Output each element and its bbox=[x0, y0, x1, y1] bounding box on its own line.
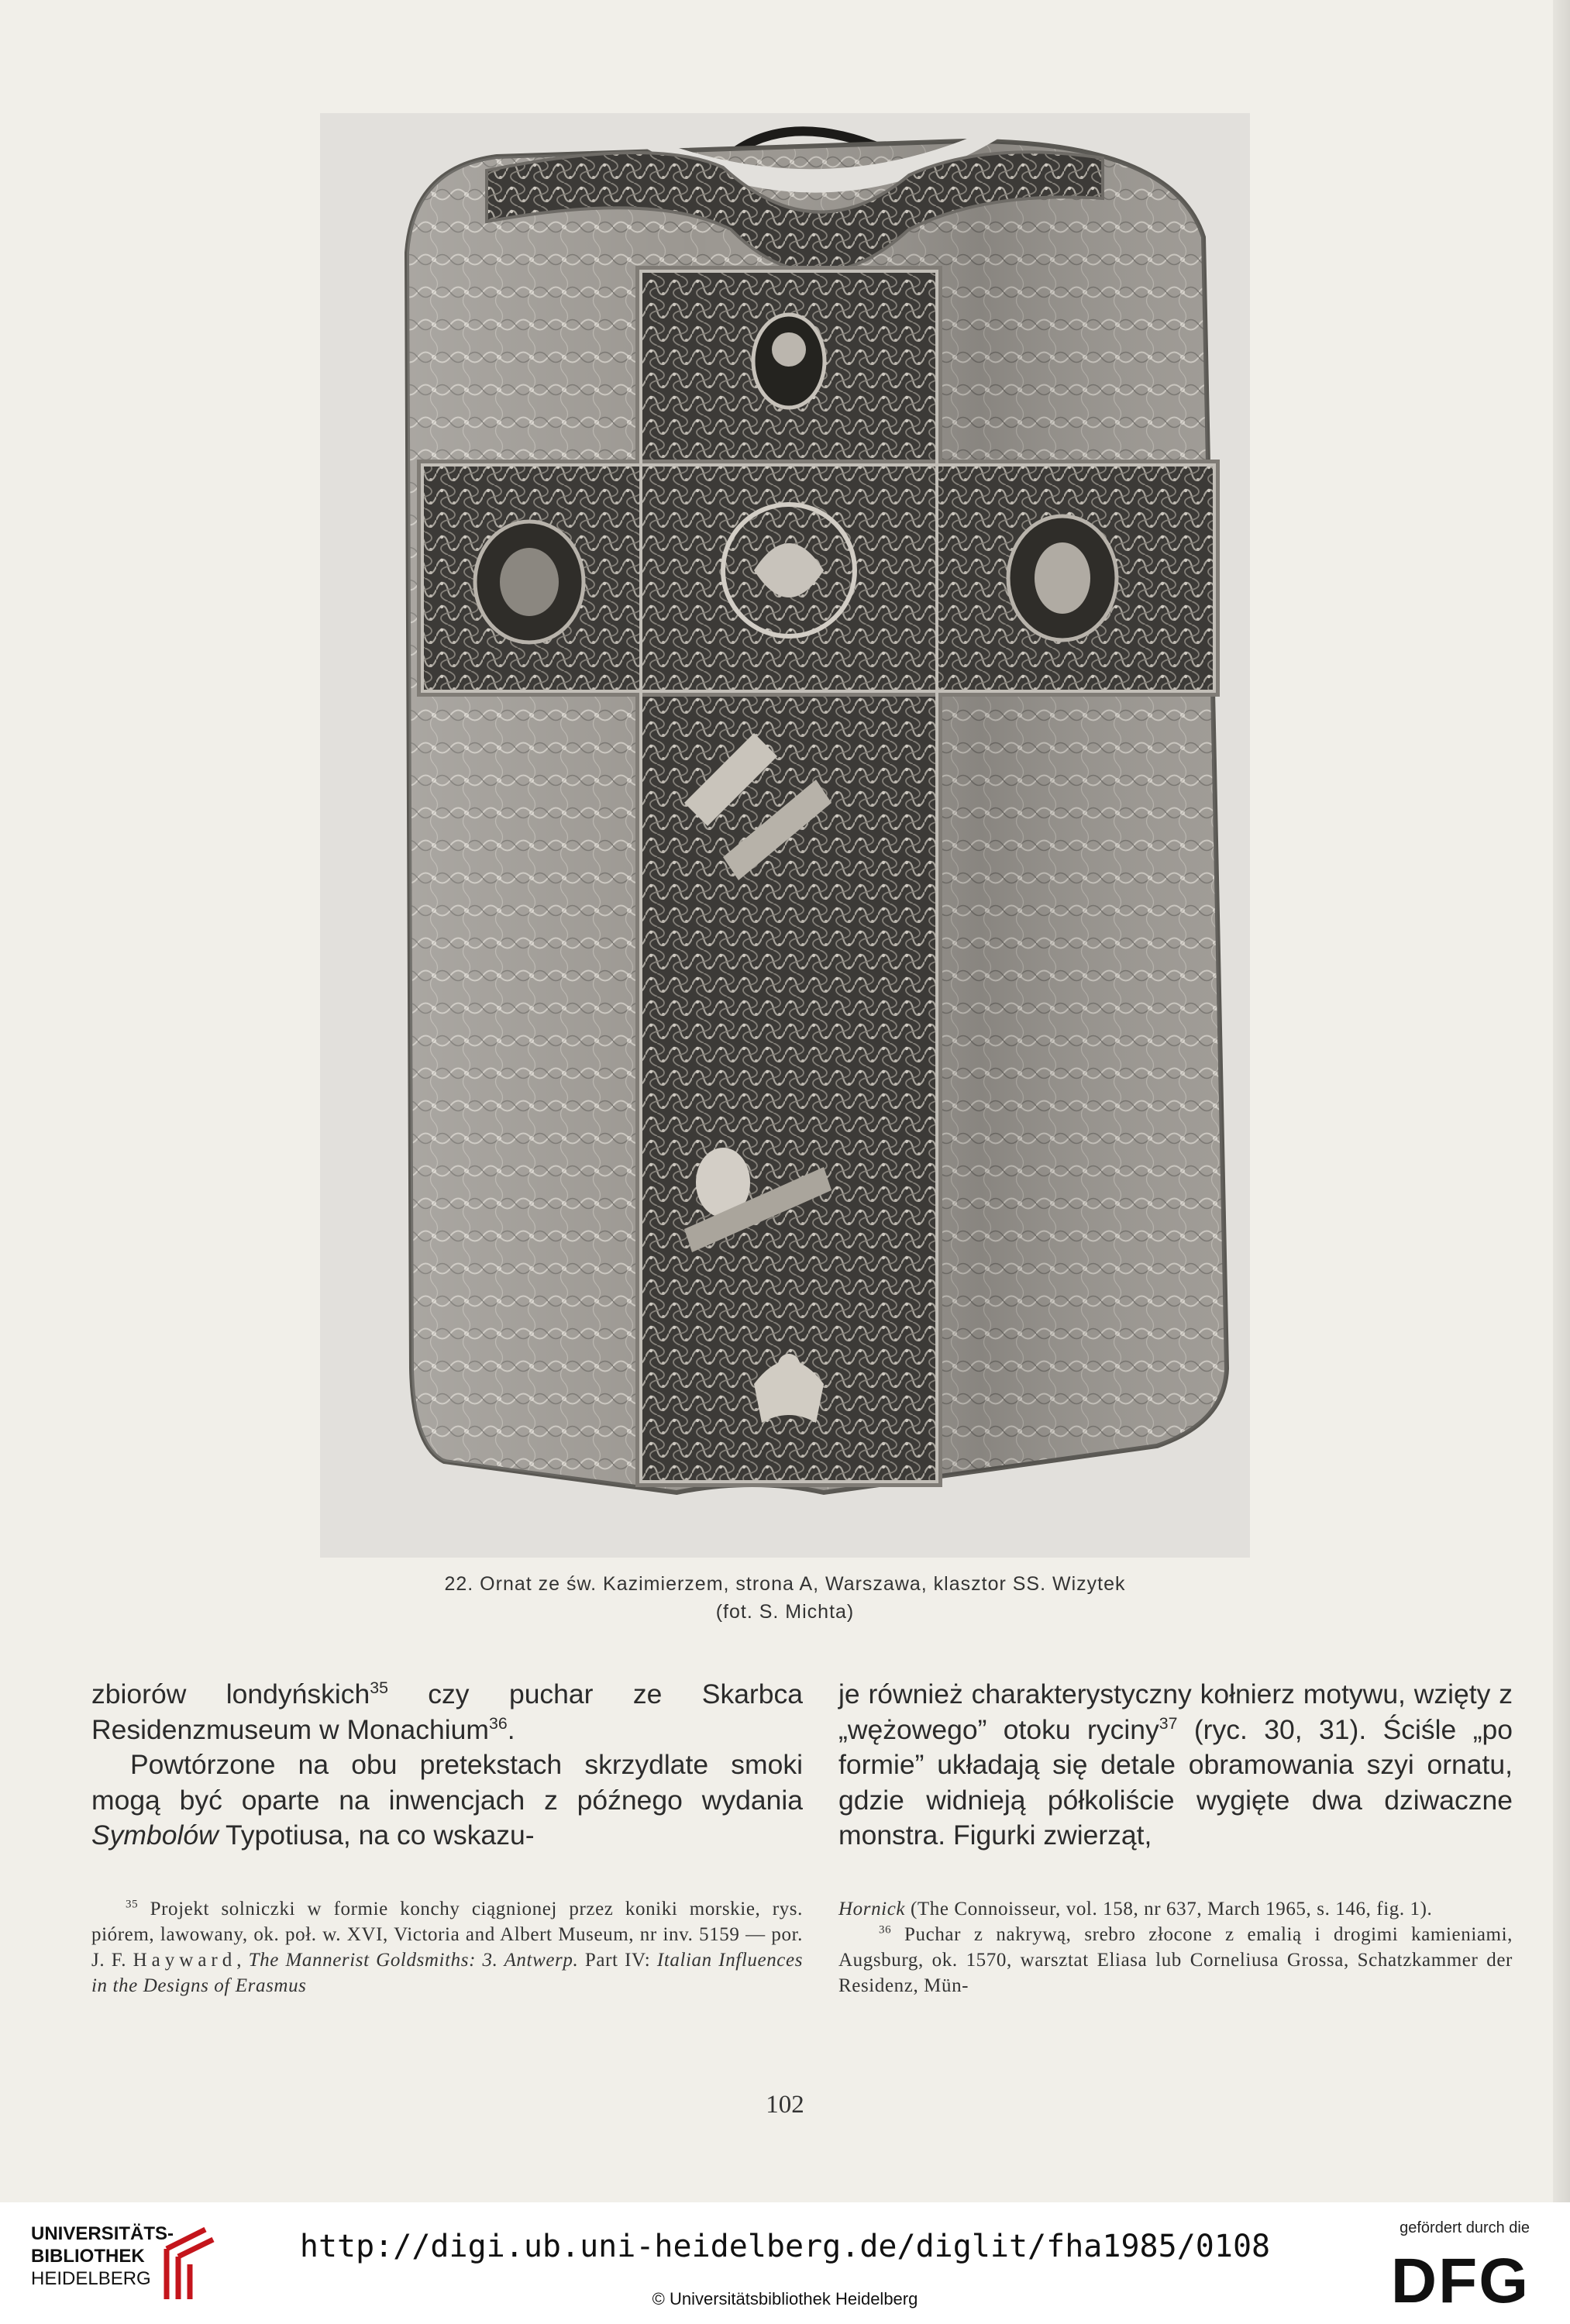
text-run: czy puchar ze Skarbca Residenzmuseum w Monachium bbox=[91, 1678, 803, 1745]
text-run: . bbox=[507, 1713, 515, 1745]
paragraph bbox=[91, 1747, 803, 1854]
paragraph bbox=[838, 1677, 1513, 1854]
text-run: (ryc. 30, 31). Ściśle „po formie” układają się detale obramowania szyi ornatu, gdzie widnieją półkoliście wygięte dwa dziwaczne monstra. Figurki zwierząt, bbox=[838, 1713, 1513, 1851]
figure-credit: (fot. S. Michta) bbox=[715, 1601, 855, 1623]
page-edge-shadow bbox=[1553, 0, 1570, 2202]
italic-title: The Mannerist Goldsmiths: 3. Antwerp. bbox=[248, 1950, 579, 1971]
body-text-left-column bbox=[91, 1677, 803, 1854]
footnote-text: Projekt solniczki w formie konchy ciągnionej przez koniki morskie, rys. piórem, lawowany, ok. poł. w. XVI, Victoria and Albert Museum, nr inv. 5159 — por. J. F. bbox=[91, 1899, 803, 1971]
library-name-line: UNIVERSITÄTS- bbox=[31, 2223, 174, 2244]
author-name: Hayward bbox=[133, 1950, 237, 1971]
footnote-number: 36 bbox=[879, 1923, 892, 1937]
footnote-ref: 35 bbox=[370, 1678, 388, 1698]
italic-title: Hornick bbox=[838, 1899, 906, 1919]
footnote-35 bbox=[91, 1896, 803, 1999]
footnote-number: 35 bbox=[126, 1898, 139, 1911]
footnote-36 bbox=[838, 1922, 1513, 1999]
funding-note: gefördert durch die bbox=[1400, 2219, 1530, 2236]
footnote-text: , bbox=[236, 1950, 249, 1971]
italic-title: Symbolów bbox=[91, 1820, 219, 1851]
chasuble-photograph bbox=[320, 113, 1250, 1558]
page-number: 102 bbox=[766, 2091, 804, 2119]
figure-caption: 22. Ornat ze św. Kazimierzem, strona A, Warszawa, klasztor SS. Wizytek bbox=[444, 1573, 1126, 1595]
dfg-logo: DFG bbox=[1390, 2246, 1530, 2316]
paragraph bbox=[91, 1677, 803, 1747]
text-run: Typotiusa, na co wskazu- bbox=[218, 1820, 535, 1851]
digitization-footer bbox=[0, 2202, 1570, 2324]
text-run: je również charakterystyczny kołnierz motywu, wzięty z „wężowego” otoku ryciny bbox=[838, 1678, 1513, 1745]
text-run: Powtórzone na obu pretekstach skrzydlate smoki mogą być oparte na inwencjach z późnego wydania bbox=[91, 1749, 803, 1816]
footnote-text: (The Connoisseur, vol. 158, nr 637, March 1965, s. 146, fig. 1). bbox=[905, 1899, 1433, 1919]
italic-title: Italian Influences in the Designs of Erasmus bbox=[91, 1950, 804, 1996]
footnotes-right bbox=[838, 1896, 1513, 1999]
footnote-text: Puchar z nakrywą, srebro złocone z emalią i drogimi kamieniami, Augsburg, ok. 1570, warsztat Eliasa lub Corneliusa Grossa, Schatzkammer der Residenz, Mün- bbox=[838, 1924, 1513, 1996]
footnote-ref: 36 bbox=[488, 1713, 508, 1733]
document-url-link[interactable]: http://digi.ub.uni-heidelberg.de/diglit/fha1985/0108 bbox=[299, 2229, 1271, 2264]
library-name-line: HEIDELBERG bbox=[31, 2268, 151, 2289]
footnote-35-continued bbox=[838, 1896, 1513, 1922]
library-name-line: BIBLIOTHEK bbox=[31, 2246, 145, 2267]
text-run: zbiorów londyńskich bbox=[91, 1678, 370, 1709]
footnotes-left bbox=[91, 1896, 803, 1999]
copyright-notice: © Universitätsbibliothek Heidelberg bbox=[652, 2289, 918, 2309]
footnote-text: Part IV: bbox=[578, 1950, 657, 1971]
footnote-ref: 37 bbox=[1159, 1713, 1178, 1733]
body-text-right-column bbox=[838, 1677, 1513, 1854]
